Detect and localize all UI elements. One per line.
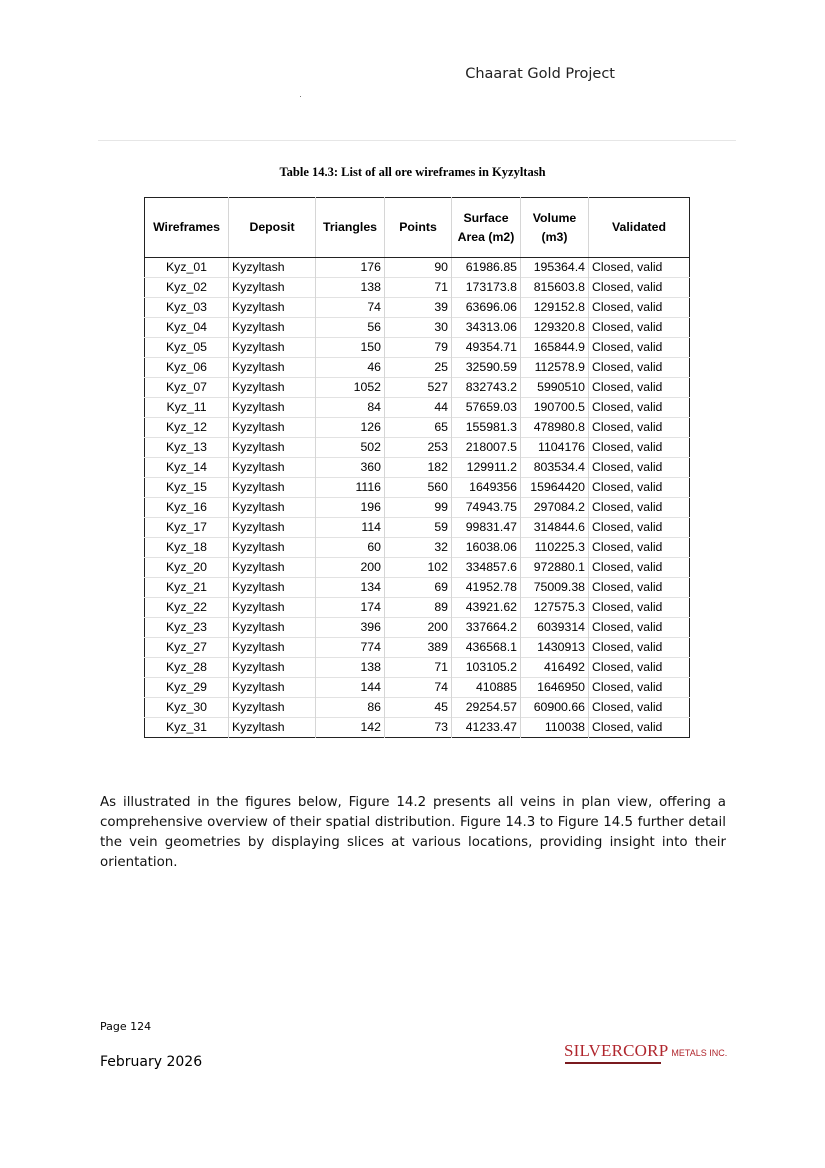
cell-deposit: Kyzyltash [229, 258, 316, 278]
cell-validated: Closed, valid [589, 498, 690, 518]
table-row [145, 298, 690, 318]
cell-validated: Closed, valid [589, 518, 690, 538]
cell-deposit: Kyzyltash [229, 338, 316, 358]
cell-surface-area: 436568.1 [452, 638, 521, 658]
cell-triangles: 86 [316, 698, 385, 718]
header-points-label: Points [399, 220, 437, 234]
table-row [145, 258, 690, 278]
table-row [145, 278, 690, 298]
cell-triangles: 60 [316, 538, 385, 558]
cell-triangles: 134 [316, 578, 385, 598]
table-row [145, 358, 690, 378]
table-row [145, 318, 690, 338]
cell-deposit: Kyzyltash [229, 698, 316, 718]
cell-deposit: Kyzyltash [229, 718, 316, 738]
cell-wireframe: Kyz_04 [145, 318, 229, 338]
cell-validated: Closed, valid [589, 378, 690, 398]
cell-wireframe: Kyz_03 [145, 298, 229, 318]
cell-deposit: Kyzyltash [229, 438, 316, 458]
wireframes-table [144, 197, 690, 738]
cell-triangles: 360 [316, 458, 385, 478]
cell-triangles: 1052 [316, 378, 385, 398]
table-body [145, 258, 690, 738]
cell-triangles: 150 [316, 338, 385, 358]
cell-points: 32 [385, 538, 452, 558]
table-header-row [145, 198, 690, 258]
cell-volume: 110038 [521, 718, 589, 738]
cell-wireframe: Kyz_02 [145, 278, 229, 298]
cell-wireframe: Kyz_14 [145, 458, 229, 478]
cell-volume: 60900.66 [521, 698, 589, 718]
header-validated [589, 198, 690, 258]
cell-wireframe: Kyz_17 [145, 518, 229, 538]
cell-points: 79 [385, 338, 452, 358]
cell-surface-area: 43921.62 [452, 598, 521, 618]
cell-deposit: Kyzyltash [229, 518, 316, 538]
cell-deposit: Kyzyltash [229, 598, 316, 618]
cell-validated: Closed, valid [589, 678, 690, 698]
cell-triangles: 396 [316, 618, 385, 638]
footer-date: February 2026 [100, 1054, 203, 1070]
cell-deposit: Kyzyltash [229, 578, 316, 598]
cell-surface-area: 155981.3 [452, 418, 521, 438]
cell-surface-area: 832743.2 [452, 378, 521, 398]
cell-points: 90 [385, 258, 452, 278]
cell-deposit: Kyzyltash [229, 558, 316, 578]
cell-volume: 972880.1 [521, 558, 589, 578]
cell-deposit: Kyzyltash [229, 478, 316, 498]
header-validated-label: Validated [612, 220, 666, 234]
cell-validated: Closed, valid [589, 438, 690, 458]
cell-validated: Closed, valid [589, 338, 690, 358]
cell-validated: Closed, valid [589, 538, 690, 558]
header-project-title: Chaarat Gold Project [465, 66, 615, 82]
table-row [145, 418, 690, 438]
cell-surface-area: 63696.06 [452, 298, 521, 318]
header-divider [98, 140, 736, 141]
cell-points: 527 [385, 378, 452, 398]
cell-wireframe: Kyz_21 [145, 578, 229, 598]
header-volume-line1: Volume [532, 210, 577, 225]
cell-triangles: 46 [316, 358, 385, 378]
cell-validated: Closed, valid [589, 458, 690, 478]
cell-wireframe: Kyz_15 [145, 478, 229, 498]
cell-deposit: Kyzyltash [229, 658, 316, 678]
logo-sub-text: METALS INC. [671, 1048, 728, 1058]
cell-surface-area: 337664.2 [452, 618, 521, 638]
cell-deposit: Kyzyltash [229, 498, 316, 518]
header-surface-area [452, 198, 521, 258]
cell-validated: Closed, valid [589, 318, 690, 338]
header-points [385, 198, 452, 258]
header-volume [521, 198, 589, 258]
table-row [145, 638, 690, 658]
cell-volume: 803534.4 [521, 458, 589, 478]
cell-surface-area: 129911.2 [452, 458, 521, 478]
cell-surface-area: 334857.6 [452, 558, 521, 578]
cell-points: 89 [385, 598, 452, 618]
header-surface-area-line2: Area (m2) [457, 229, 515, 244]
cell-points: 30 [385, 318, 452, 338]
table-row [145, 698, 690, 718]
cell-wireframe: Kyz_22 [145, 598, 229, 618]
table-row [145, 518, 690, 538]
cell-surface-area: 41952.78 [452, 578, 521, 598]
cell-volume: 478980.8 [521, 418, 589, 438]
cell-surface-area: 173173.8 [452, 278, 521, 298]
cell-points: 39 [385, 298, 452, 318]
table-row [145, 438, 690, 458]
cell-volume: 110225.3 [521, 538, 589, 558]
cell-volume: 129320.8 [521, 318, 589, 338]
cell-volume: 112578.9 [521, 358, 589, 378]
table-row [145, 458, 690, 478]
cell-volume: 127575.3 [521, 598, 589, 618]
cell-wireframe: Kyz_23 [145, 618, 229, 638]
cell-triangles: 74 [316, 298, 385, 318]
cell-wireframe: Kyz_28 [145, 658, 229, 678]
cell-wireframe: Kyz_11 [145, 398, 229, 418]
cell-deposit: Kyzyltash [229, 418, 316, 438]
cell-points: 44 [385, 398, 452, 418]
cell-points: 25 [385, 358, 452, 378]
cell-validated: Closed, valid [589, 658, 690, 678]
header-wireframes-label: Wireframes [153, 220, 220, 234]
cell-wireframe: Kyz_31 [145, 718, 229, 738]
cell-deposit: Kyzyltash [229, 378, 316, 398]
cell-points: 71 [385, 658, 452, 678]
cell-validated: Closed, valid [589, 258, 690, 278]
cell-volume: 5990510 [521, 378, 589, 398]
cell-triangles: 774 [316, 638, 385, 658]
cell-wireframe: Kyz_27 [145, 638, 229, 658]
table-row [145, 498, 690, 518]
body-paragraph: As illustrated in the figures below, Figure 14.2 presents all veins in plan view, offering a comprehensive overview of their spatial distribution. Figure 14.3 to Figure 14.5 further detail the vein geometries by displaying slices at various locations, providing insight into their orientation. [100, 795, 726, 870]
cell-surface-area: 218007.5 [452, 438, 521, 458]
table-row [145, 718, 690, 738]
cell-points: 200 [385, 618, 452, 638]
page-number: Page 124 [100, 1020, 152, 1033]
cell-points: 253 [385, 438, 452, 458]
cell-wireframe: Kyz_30 [145, 698, 229, 718]
cell-volume: 1646950 [521, 678, 589, 698]
cell-triangles: 174 [316, 598, 385, 618]
cell-triangles: 138 [316, 658, 385, 678]
table-row [145, 378, 690, 398]
table-row [145, 558, 690, 578]
cell-volume: 1104176 [521, 438, 589, 458]
header-triangles [316, 198, 385, 258]
cell-volume: 297084.2 [521, 498, 589, 518]
cell-volume: 314844.6 [521, 518, 589, 538]
cell-points: 59 [385, 518, 452, 538]
cell-wireframe: Kyz_13 [145, 438, 229, 458]
cell-deposit: Kyzyltash [229, 398, 316, 418]
cell-surface-area: 29254.57 [452, 698, 521, 718]
cell-validated: Closed, valid [589, 478, 690, 498]
header-deposit-label: Deposit [249, 220, 295, 234]
cell-volume: 815603.8 [521, 278, 589, 298]
cell-wireframe: Kyz_20 [145, 558, 229, 578]
cell-surface-area: 410885 [452, 678, 521, 698]
cell-wireframe: Kyz_16 [145, 498, 229, 518]
cell-triangles: 176 [316, 258, 385, 278]
cell-wireframe: Kyz_12 [145, 418, 229, 438]
cell-deposit: Kyzyltash [229, 298, 316, 318]
cell-validated: Closed, valid [589, 698, 690, 718]
cell-points: 69 [385, 578, 452, 598]
cell-triangles: 84 [316, 398, 385, 418]
table-row [145, 598, 690, 618]
cell-validated: Closed, valid [589, 598, 690, 618]
cell-triangles: 1116 [316, 478, 385, 498]
cell-validated: Closed, valid [589, 398, 690, 418]
cell-volume: 190700.5 [521, 398, 589, 418]
silvercorp-logo [564, 1041, 727, 1061]
cell-surface-area: 61986.85 [452, 258, 521, 278]
cell-volume: 129152.8 [521, 298, 589, 318]
cell-deposit: Kyzyltash [229, 278, 316, 298]
cell-points: 102 [385, 558, 452, 578]
cell-surface-area: 49354.71 [452, 338, 521, 358]
cell-wireframe: Kyz_01 [145, 258, 229, 278]
table-row [145, 658, 690, 678]
table-header [145, 198, 690, 258]
cell-points: 73 [385, 718, 452, 738]
cell-triangles: 56 [316, 318, 385, 338]
cell-surface-area: 1649356 [452, 478, 521, 498]
logo-underline [565, 1062, 661, 1064]
header-deposit [229, 198, 316, 258]
cell-triangles: 142 [316, 718, 385, 738]
cell-points: 182 [385, 458, 452, 478]
cell-triangles: 144 [316, 678, 385, 698]
cell-points: 74 [385, 678, 452, 698]
cell-wireframe: Kyz_05 [145, 338, 229, 358]
header-volume-line2: (m3) [541, 229, 568, 244]
cell-validated: Closed, valid [589, 578, 690, 598]
cell-validated: Closed, valid [589, 718, 690, 738]
header-surface-area-line1: Surface [463, 210, 509, 225]
cell-deposit: Kyzyltash [229, 538, 316, 558]
cell-triangles: 196 [316, 498, 385, 518]
cell-points: 560 [385, 478, 452, 498]
cell-volume: 416492 [521, 658, 589, 678]
cell-validated: Closed, valid [589, 418, 690, 438]
cell-surface-area: 32590.59 [452, 358, 521, 378]
cell-validated: Closed, valid [589, 278, 690, 298]
cell-deposit: Kyzyltash [229, 678, 316, 698]
cell-points: 99 [385, 498, 452, 518]
header-wireframes [145, 198, 229, 258]
table-row [145, 618, 690, 638]
cell-volume: 6039314 [521, 618, 589, 638]
cell-volume: 1430913 [521, 638, 589, 658]
cell-surface-area: 74943.75 [452, 498, 521, 518]
cell-wireframe: Kyz_06 [145, 358, 229, 378]
cell-points: 45 [385, 698, 452, 718]
table-row [145, 478, 690, 498]
cell-points: 65 [385, 418, 452, 438]
cell-validated: Closed, valid [589, 298, 690, 318]
cell-volume: 75009.38 [521, 578, 589, 598]
table-row [145, 538, 690, 558]
cell-validated: Closed, valid [589, 618, 690, 638]
table-row [145, 398, 690, 418]
cell-surface-area: 99831.47 [452, 518, 521, 538]
cell-deposit: Kyzyltash [229, 358, 316, 378]
logo-main-text: SILVERCORP [564, 1041, 669, 1060]
header-triangles-label: Triangles [323, 220, 377, 234]
header-dot [300, 96, 301, 97]
cell-validated: Closed, valid [589, 358, 690, 378]
cell-deposit: Kyzyltash [229, 458, 316, 478]
cell-points: 71 [385, 278, 452, 298]
cell-triangles: 502 [316, 438, 385, 458]
cell-validated: Closed, valid [589, 558, 690, 578]
cell-wireframe: Kyz_07 [145, 378, 229, 398]
table-caption: Table 14.3: List of all ore wireframes in Kyzyltash [279, 165, 546, 179]
cell-deposit: Kyzyltash [229, 638, 316, 658]
cell-validated: Closed, valid [589, 638, 690, 658]
cell-surface-area: 41233.47 [452, 718, 521, 738]
cell-surface-area: 34313.06 [452, 318, 521, 338]
cell-surface-area: 57659.03 [452, 398, 521, 418]
cell-triangles: 200 [316, 558, 385, 578]
cell-triangles: 138 [316, 278, 385, 298]
cell-wireframe: Kyz_29 [145, 678, 229, 698]
cell-wireframe: Kyz_18 [145, 538, 229, 558]
cell-volume: 15964420 [521, 478, 589, 498]
cell-surface-area: 103105.2 [452, 658, 521, 678]
cell-volume: 195364.4 [521, 258, 589, 278]
cell-surface-area: 16038.06 [452, 538, 521, 558]
cell-points: 389 [385, 638, 452, 658]
table-row [145, 678, 690, 698]
cell-triangles: 126 [316, 418, 385, 438]
table-row [145, 578, 690, 598]
cell-deposit: Kyzyltash [229, 318, 316, 338]
cell-triangles: 114 [316, 518, 385, 538]
table-row [145, 338, 690, 358]
cell-deposit: Kyzyltash [229, 618, 316, 638]
cell-volume: 165844.9 [521, 338, 589, 358]
